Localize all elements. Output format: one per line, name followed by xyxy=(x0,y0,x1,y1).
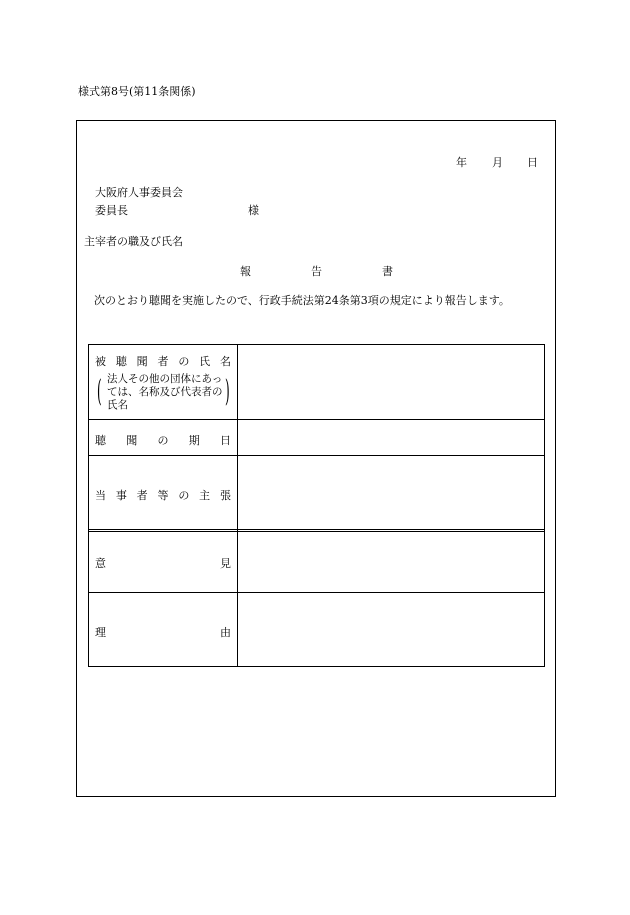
row-label xyxy=(95,555,231,571)
label-char: 等 xyxy=(157,489,169,502)
value-cell[interactable] xyxy=(239,345,539,419)
label-char: の xyxy=(157,434,169,447)
addressee-honorific: 様 xyxy=(248,204,259,217)
table-row xyxy=(89,455,544,530)
report-table xyxy=(88,344,545,667)
chair-name-label: 主宰者の職及び氏名 xyxy=(84,235,183,248)
date-day-label: 日 xyxy=(527,156,538,169)
value-cell[interactable] xyxy=(239,420,539,456)
document-title-char: 告 xyxy=(311,265,322,278)
row-label xyxy=(95,432,231,448)
row-note-text: 法人その他の団体にあっては、名称及び代表者の氏名 xyxy=(107,373,223,411)
row-label xyxy=(95,353,231,369)
value-cell[interactable] xyxy=(239,456,539,530)
label-char: 聴 xyxy=(115,355,127,368)
label-char: 被 xyxy=(95,355,106,368)
label-char: 聴 xyxy=(95,434,106,447)
label-char: 者 xyxy=(136,489,148,502)
row-label xyxy=(95,624,231,640)
document-title-char: 書 xyxy=(382,265,393,278)
table-row xyxy=(89,345,544,419)
addressee-organization: 大阪府人事委員会 xyxy=(95,186,183,199)
label-char: 理 xyxy=(95,626,106,639)
label-char: の xyxy=(178,355,190,368)
label-char: 期 xyxy=(188,434,200,447)
table-row xyxy=(89,592,544,667)
report-body-text: 次のとおり聴聞を実施したので、行政手続法第24条第3項の規定により報告します。 xyxy=(94,294,510,307)
addressee-title: 委員長 xyxy=(95,204,128,217)
value-cell[interactable] xyxy=(239,532,539,592)
left-paren-icon: ( xyxy=(97,374,102,409)
label-char: 由 xyxy=(220,626,231,639)
label-char: 者 xyxy=(157,355,169,368)
label-char: 当 xyxy=(95,489,106,502)
label-char: 意 xyxy=(95,557,106,570)
value-cell[interactable] xyxy=(239,593,539,667)
label-char: 名 xyxy=(219,355,231,368)
table-row xyxy=(89,529,544,592)
row-label xyxy=(95,487,231,503)
label-char: 事 xyxy=(115,489,127,502)
label-char: 日 xyxy=(220,434,231,447)
label-char: 聞 xyxy=(126,434,138,447)
label-char: 聞 xyxy=(136,355,148,368)
document-title-char: 報 xyxy=(240,265,251,278)
label-char: 氏 xyxy=(199,355,211,368)
table-row xyxy=(89,419,544,456)
label-char: 見 xyxy=(220,557,231,570)
date-year-label: 年 xyxy=(456,156,467,169)
form-number-label: 様式第8号(第11条関係) xyxy=(78,85,196,98)
date-month-label: 月 xyxy=(492,156,503,169)
label-char: 張 xyxy=(219,489,231,502)
label-char: の xyxy=(178,489,190,502)
label-char: 主 xyxy=(199,489,211,502)
right-paren-icon: ) xyxy=(225,374,230,409)
